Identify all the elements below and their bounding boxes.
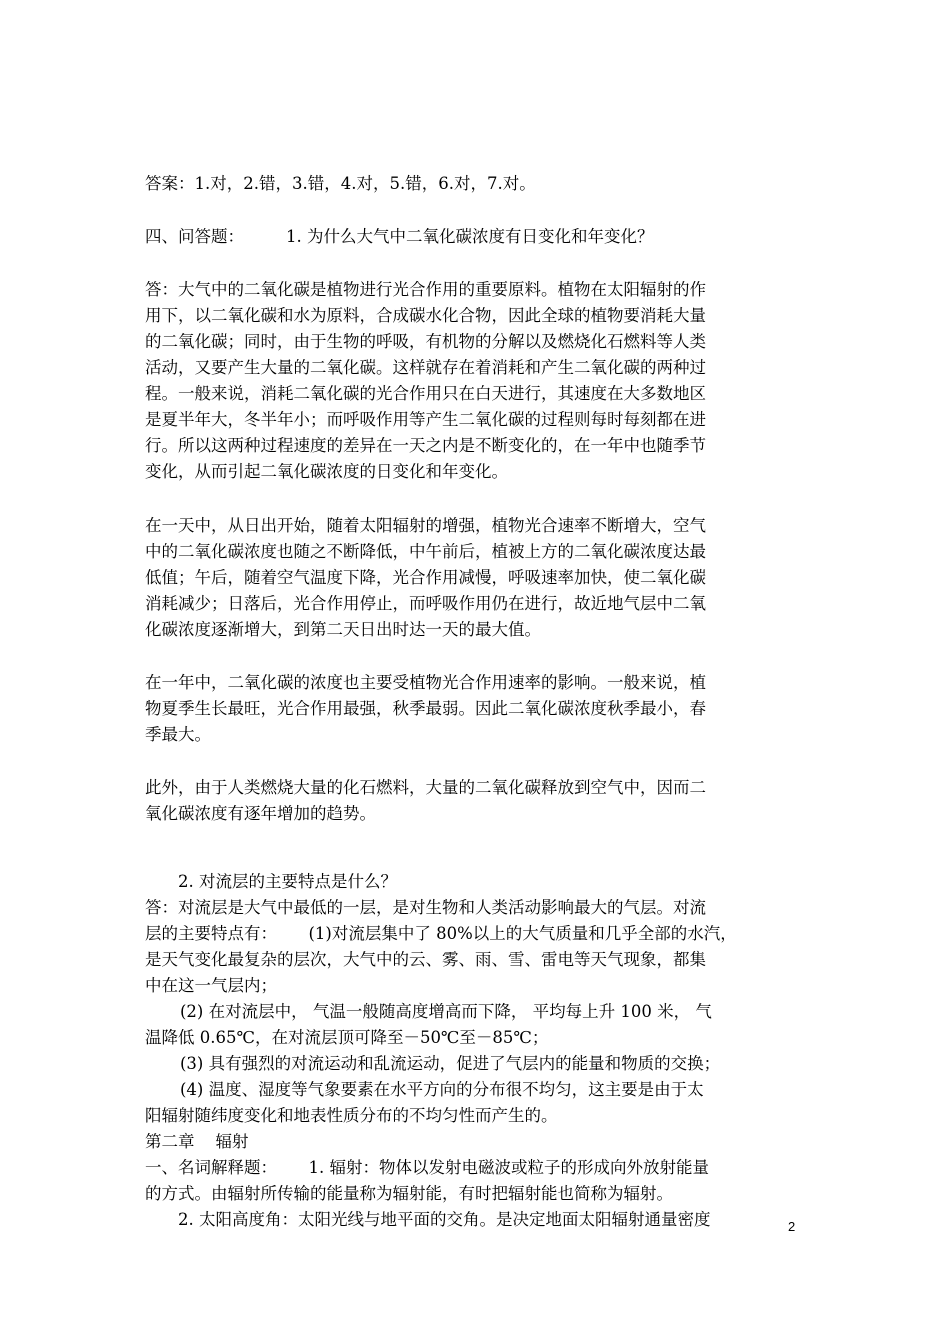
paragraph-line: 变化，从而引起二氧化碳浓度的日变化和年变化。 [145, 462, 508, 481]
answer-line: 答案：1.对，2.错，3.错，4.对，5.错，6.对，7.对。 [145, 174, 536, 193]
paragraph-line: 消耗减少；日落后，光合作用停止，而呼吸作用仍在进行，故近地气层中二氧 [145, 594, 706, 613]
section-heading-terms: 一、名词解释题： 1. 辐射：物体以发射电磁波或粒子的形成向外放射能量 [145, 1158, 709, 1177]
paragraph-line: 化碳浓度逐渐增大，到第二天日出时达一天的最大值。 [145, 620, 541, 639]
section-heading-qa: 四、问答题： 1. 为什么大气中二氧化碳浓度有日变化和年变化？ [145, 227, 654, 246]
paragraph-line: 温降低 0.65℃，在对流层顶可降至－50℃至－85℃； [145, 1028, 549, 1047]
paragraph-line: 中在这一气层内； [145, 976, 277, 995]
paragraph-line: 在一年中，二氧化碳的浓度也主要受植物光合作用速率的影响。一般来说，植 [145, 673, 706, 692]
paragraph-line: 答：大气中的二氧化碳是植物进行光合作用的重要原料。植物在太阳辐射的作 [145, 280, 706, 299]
paragraph-line: 活动，又要产生大量的二氧化碳。这样就存在着消耗和产生二氧化碳的两种过 [145, 358, 706, 377]
paragraph-line: 的二氧化碳；同时，由于生物的呼吸，有机物的分解以及燃烧化石燃料等人类 [145, 332, 706, 351]
paragraph-line: 中的二氧化碳浓度也随之不断降低，中午前后，植被上方的二氧化碳浓度达最 [145, 542, 706, 561]
paragraph-line: 答：对流层是大气中最低的一层，是对生物和人类活动影响最大的气层。对流 [145, 898, 706, 917]
paragraph-line: 在一天中，从日出开始，随着太阳辐射的增强，植物光合速率不断增大，空气 [145, 516, 706, 535]
paragraph-line: 用下，以二氧化碳和水为原料，合成碳水化合物，因此全球的植物要消耗大量 [145, 306, 706, 325]
paragraph-line: 氧化碳浓度有逐年增加的趋势。 [145, 804, 376, 823]
paragraph-line: 物夏季生长最旺，光合作用最强，秋季最弱。因此二氧化碳浓度秋季最小，春 [145, 699, 706, 718]
paragraph-line: 层的主要特点有： (1)对流层集中了 80%以上的大气质量和几乎全部的水汽， [145, 924, 737, 943]
paragraph-line: 低值；午后，随着空气温度下降，光合作用减慢，呼吸速率加快，使二氧化碳 [145, 568, 706, 587]
paragraph-line: 季最大。 [145, 725, 211, 744]
paragraph-line: 此外，由于人类燃烧大量的化石燃料，大量的二氧化碳释放到空气中，因而二 [145, 778, 706, 797]
list-item: (3) 具有强烈的对流运动和乱流运动，促进了气层内的能量和物质的交换； [180, 1054, 721, 1073]
question-heading: 2. 对流层的主要特点是什么？ [178, 872, 397, 891]
paragraph-line: 程。一般来说，消耗二氧化碳的光合作用只在白天进行，其速度在大多数地区 [145, 384, 706, 403]
paragraph-line: 是夏半年大，冬半年小；而呼吸作用等产生二氧化碳的过程则每时每刻都在进 [145, 410, 706, 429]
paragraph-line: 阳辐射随纬度变化和地表性质分布的不均匀性而产生的。 [145, 1106, 558, 1125]
paragraph-line: 是天气变化最复杂的层次，大气中的云、雾、雨、雪、雷电等天气现象，都集 [145, 950, 706, 969]
list-item: 2. 太阳高度角：太阳光线与地平面的交角。是决定地面太阳辐射通量密度 [178, 1210, 711, 1229]
list-item: (2) 在对流层中， 气温一般随高度增高而下降， 平均每上升 100 米， 气 [180, 1002, 712, 1021]
paragraph-line: 行。所以这两种过程速度的差异在一天之内是不断变化的，在一年中也随季节 [145, 436, 706, 455]
page-number: 2 [788, 1219, 796, 1234]
list-item: (4) 温度、湿度等气象要素在水平方向的分布很不均匀，这主要是由于太 [180, 1080, 704, 1099]
chapter-heading: 第二章 辐射 [145, 1132, 249, 1151]
paragraph-line: 的方式。由辐射所传输的能量称为辐射能，有时把辐射能也简称为辐射。 [145, 1184, 673, 1203]
